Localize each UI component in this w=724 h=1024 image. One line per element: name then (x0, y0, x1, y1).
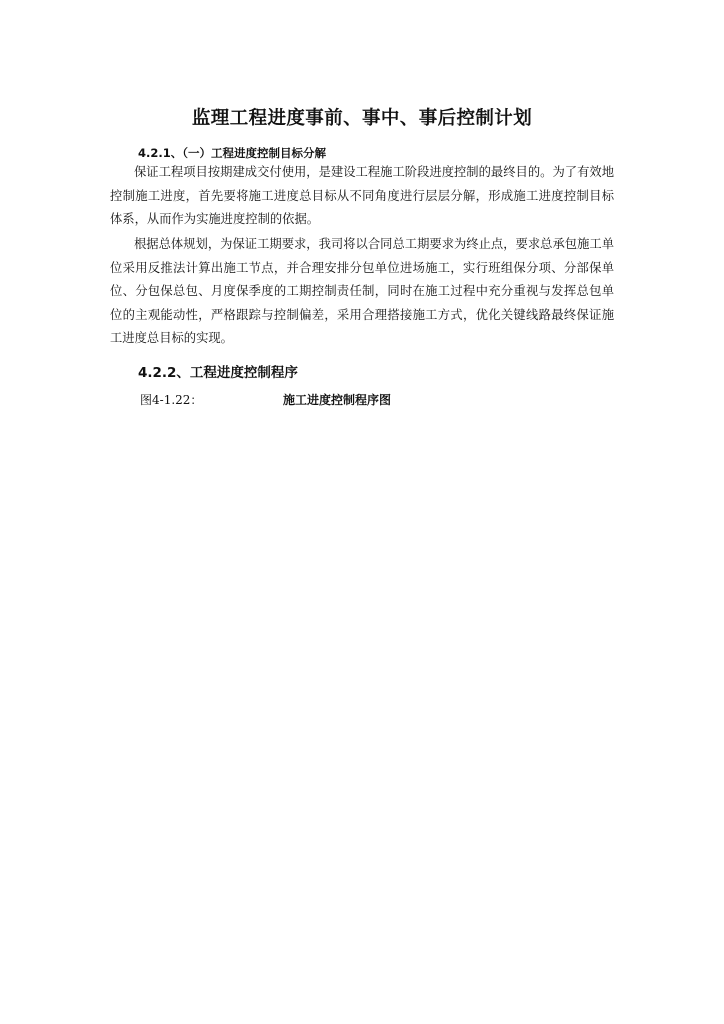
section-421-paragraph-1: 保证工程项目按期建成交付使用，是建设工程施工阶段进度控制的最终目的。为了有效地控制施工进度，首先要将施工进度总目标从不同角度进行层层分解，形成施工进度控制目标体系，从而作为实施进度控制的依据。 (110, 165, 614, 226)
page-title: 监理工程进度事前、事中、事后控制计划 (191, 108, 533, 129)
section-421-heading: 4.2.1、（一）工程进度控制目标分解 (138, 146, 326, 160)
figure-label: 图4-1.22： (140, 393, 203, 407)
figure-title: 施工进度控制程序图 (283, 393, 392, 407)
section-421-paragraph-2: 根据总体规划，为保证工期要求，我司将以合同总工期要求为终止点，要求总承包施工单位采用反推法计算出施工节点，并合理安排分包单位进场施工，实行班组保分项、分部保单位、分包保总包、月度保季度的工期控制责任制，同时在施工过程中充分重视与发挥总包单位的主观能动性，严格跟踪与控制偏差，采用合理搭接施工方式，优化关键线路最终保证施工进度总目标的实现。 (110, 237, 614, 345)
section-422-heading: 4.2.2、工程进度控制程序 (138, 365, 298, 381)
